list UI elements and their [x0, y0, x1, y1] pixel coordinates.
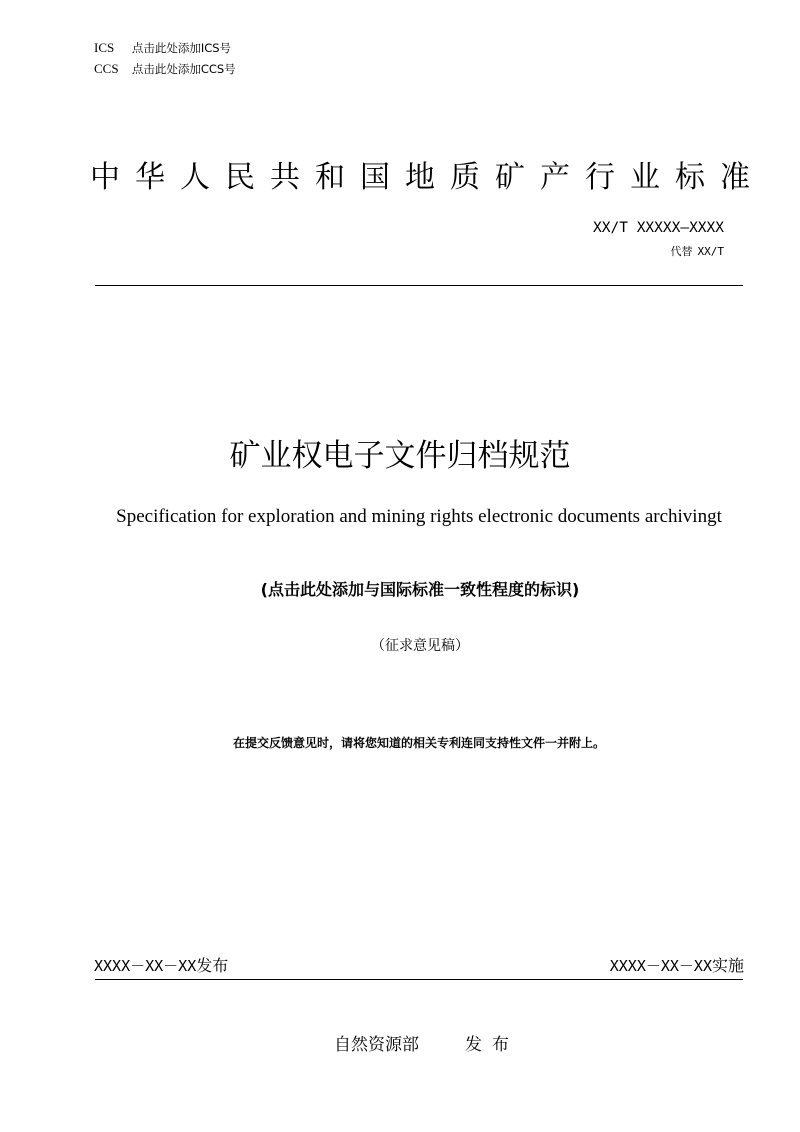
implement-date-line[interactable]	[610, 956, 744, 976]
replaces-value[interactable]: XX/T	[697, 245, 724, 258]
ics-placeholder[interactable]: 点击此处添加ICS号	[131, 41, 232, 55]
publish-date-line[interactable]	[94, 956, 228, 976]
ccs-code-label: CCS	[94, 61, 119, 76]
replaces-line[interactable]	[671, 245, 725, 259]
publish-label: 发布	[196, 956, 229, 975]
issuer-line	[334, 1034, 519, 1056]
ccs-placeholder[interactable]: 点击此处添加CCS号	[131, 62, 236, 76]
category-char: 地	[405, 160, 435, 195]
category-char: 华	[135, 160, 165, 195]
replaces-label: 代替	[670, 245, 693, 258]
ccs-field[interactable]	[94, 61, 236, 77]
draft-status[interactable]: （征求意见稿）	[371, 638, 469, 654]
implement-date[interactable]: XXXX－XX－XX	[609, 957, 712, 975]
publish-date[interactable]: XXXX－XX－XX	[94, 957, 197, 975]
document-title-zh[interactable]: 矿业权电子文件归档规范	[229, 438, 571, 474]
category-char: 国	[360, 160, 390, 195]
standard-number[interactable]: XX/T XXXXX—XXXX	[593, 220, 724, 236]
category-char: 准	[720, 160, 750, 195]
category-char: 产	[540, 160, 570, 195]
footer-divider	[95, 979, 743, 980]
category-char: 标	[675, 160, 705, 195]
consistency-placeholder[interactable]: (点击此处添加与国际标准一致性程度的标识)	[260, 580, 580, 599]
implement-label: 实施	[711, 956, 744, 975]
ics-field[interactable]	[94, 40, 231, 56]
category-char: 民	[225, 160, 255, 195]
document-title-en[interactable]: Specification for exploration and mining rights electronic documents archivingt	[116, 506, 722, 527]
category-char: 中	[90, 160, 120, 195]
category-char: 行	[585, 160, 615, 195]
category-char: 业	[630, 160, 660, 195]
ics-code-label: ICS	[94, 40, 115, 55]
category-char: 共	[270, 160, 300, 195]
category-char: 人	[180, 160, 210, 195]
issuer-action: 发布	[465, 1035, 519, 1055]
header-divider	[95, 285, 743, 286]
standard-category-title	[90, 152, 750, 196]
category-char: 质	[450, 160, 480, 195]
category-char: 和	[315, 160, 345, 195]
patent-notice: 在提交反馈意见时，请将您知道的相关专利连同支持性文件一并附上。	[232, 736, 605, 750]
category-char: 矿	[495, 160, 525, 195]
issuer-name: 自然资源部	[334, 1035, 419, 1055]
